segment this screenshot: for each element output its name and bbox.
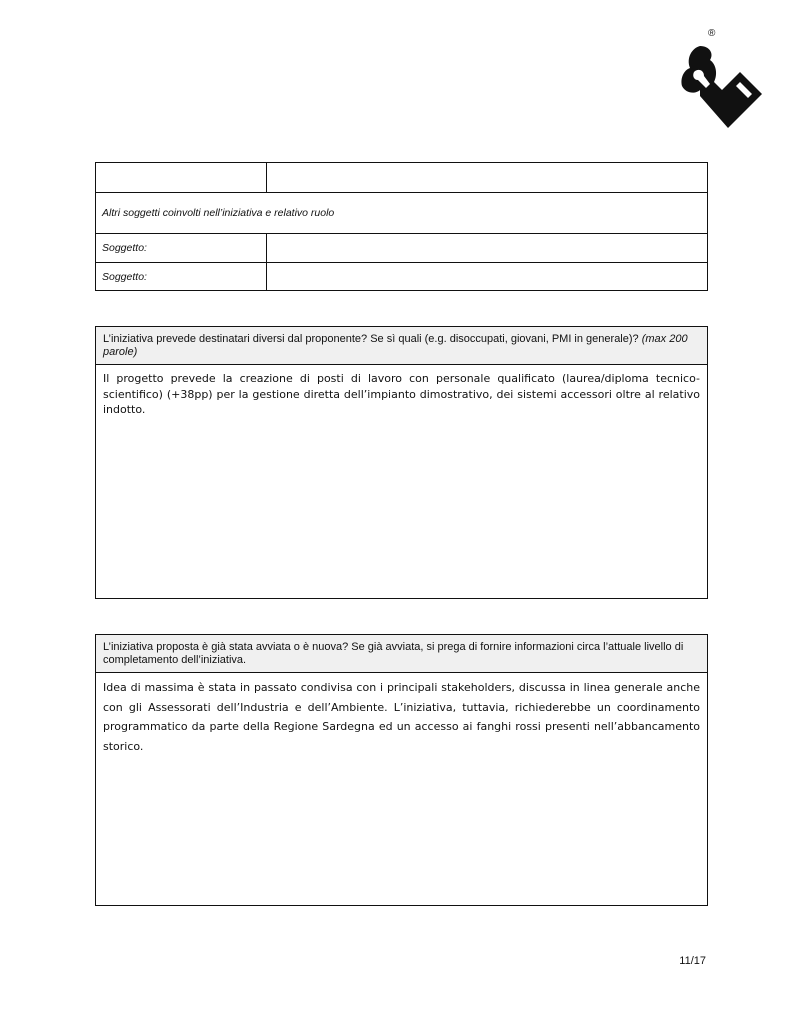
table-cell xyxy=(267,163,708,193)
question-note: (max 200 parole) xyxy=(103,333,688,358)
logo-mark xyxy=(681,46,762,128)
section-answer: Idea di massima è stata in passato condivisa con i principali stakeholders, discussa in linea generale anche con gli Assessorati dell’Industria e dell’Ambiente. L’iniziativa, tuttavia, richiederebbe un coordinamento programmatico da parte della Regione Sardegna ed un accesso ai fanghi rossi presenti nell’abbancamento storico. xyxy=(103,681,700,753)
partners-table xyxy=(95,162,708,291)
subject-label: Soggetto: xyxy=(96,234,267,263)
page-number: 11/17 xyxy=(679,955,706,967)
table-cell xyxy=(96,163,267,193)
registered-mark: ® xyxy=(708,28,716,39)
table-row xyxy=(96,234,708,263)
company-logo xyxy=(670,24,766,134)
table-row xyxy=(96,163,708,193)
question-text: L’iniziativa prevede destinatari diversi dal proponente? Se sì quali (e.g. disoccupati, giovani, PMI in generale)? xyxy=(103,333,639,345)
subject-value xyxy=(267,234,708,263)
subject-value xyxy=(267,263,708,291)
recipients-section xyxy=(95,326,708,599)
section-label: Altri soggetti coinvolti nell’iniziativa e relativo ruolo xyxy=(96,193,708,234)
table-row xyxy=(96,263,708,291)
section-question: L’iniziativa proposta è già stata avviata o è nuova? Se già avviata, si prega di fornire informazioni circa l’attuale livello di completamento dell’iniziativa. xyxy=(96,635,707,673)
subject-label: Soggetto: xyxy=(96,263,267,291)
status-section xyxy=(95,634,708,906)
table-row xyxy=(96,193,708,234)
section-question xyxy=(96,327,707,365)
section-answer: Il progetto prevede la creazione di posti di lavoro con personale qualificato (laurea/diploma tecnico-scientifico) (+38pp) per la gestione diretta dell’impianto dimostrativo, dei sistemi accessori oltre al relativo indotto. xyxy=(103,372,700,416)
